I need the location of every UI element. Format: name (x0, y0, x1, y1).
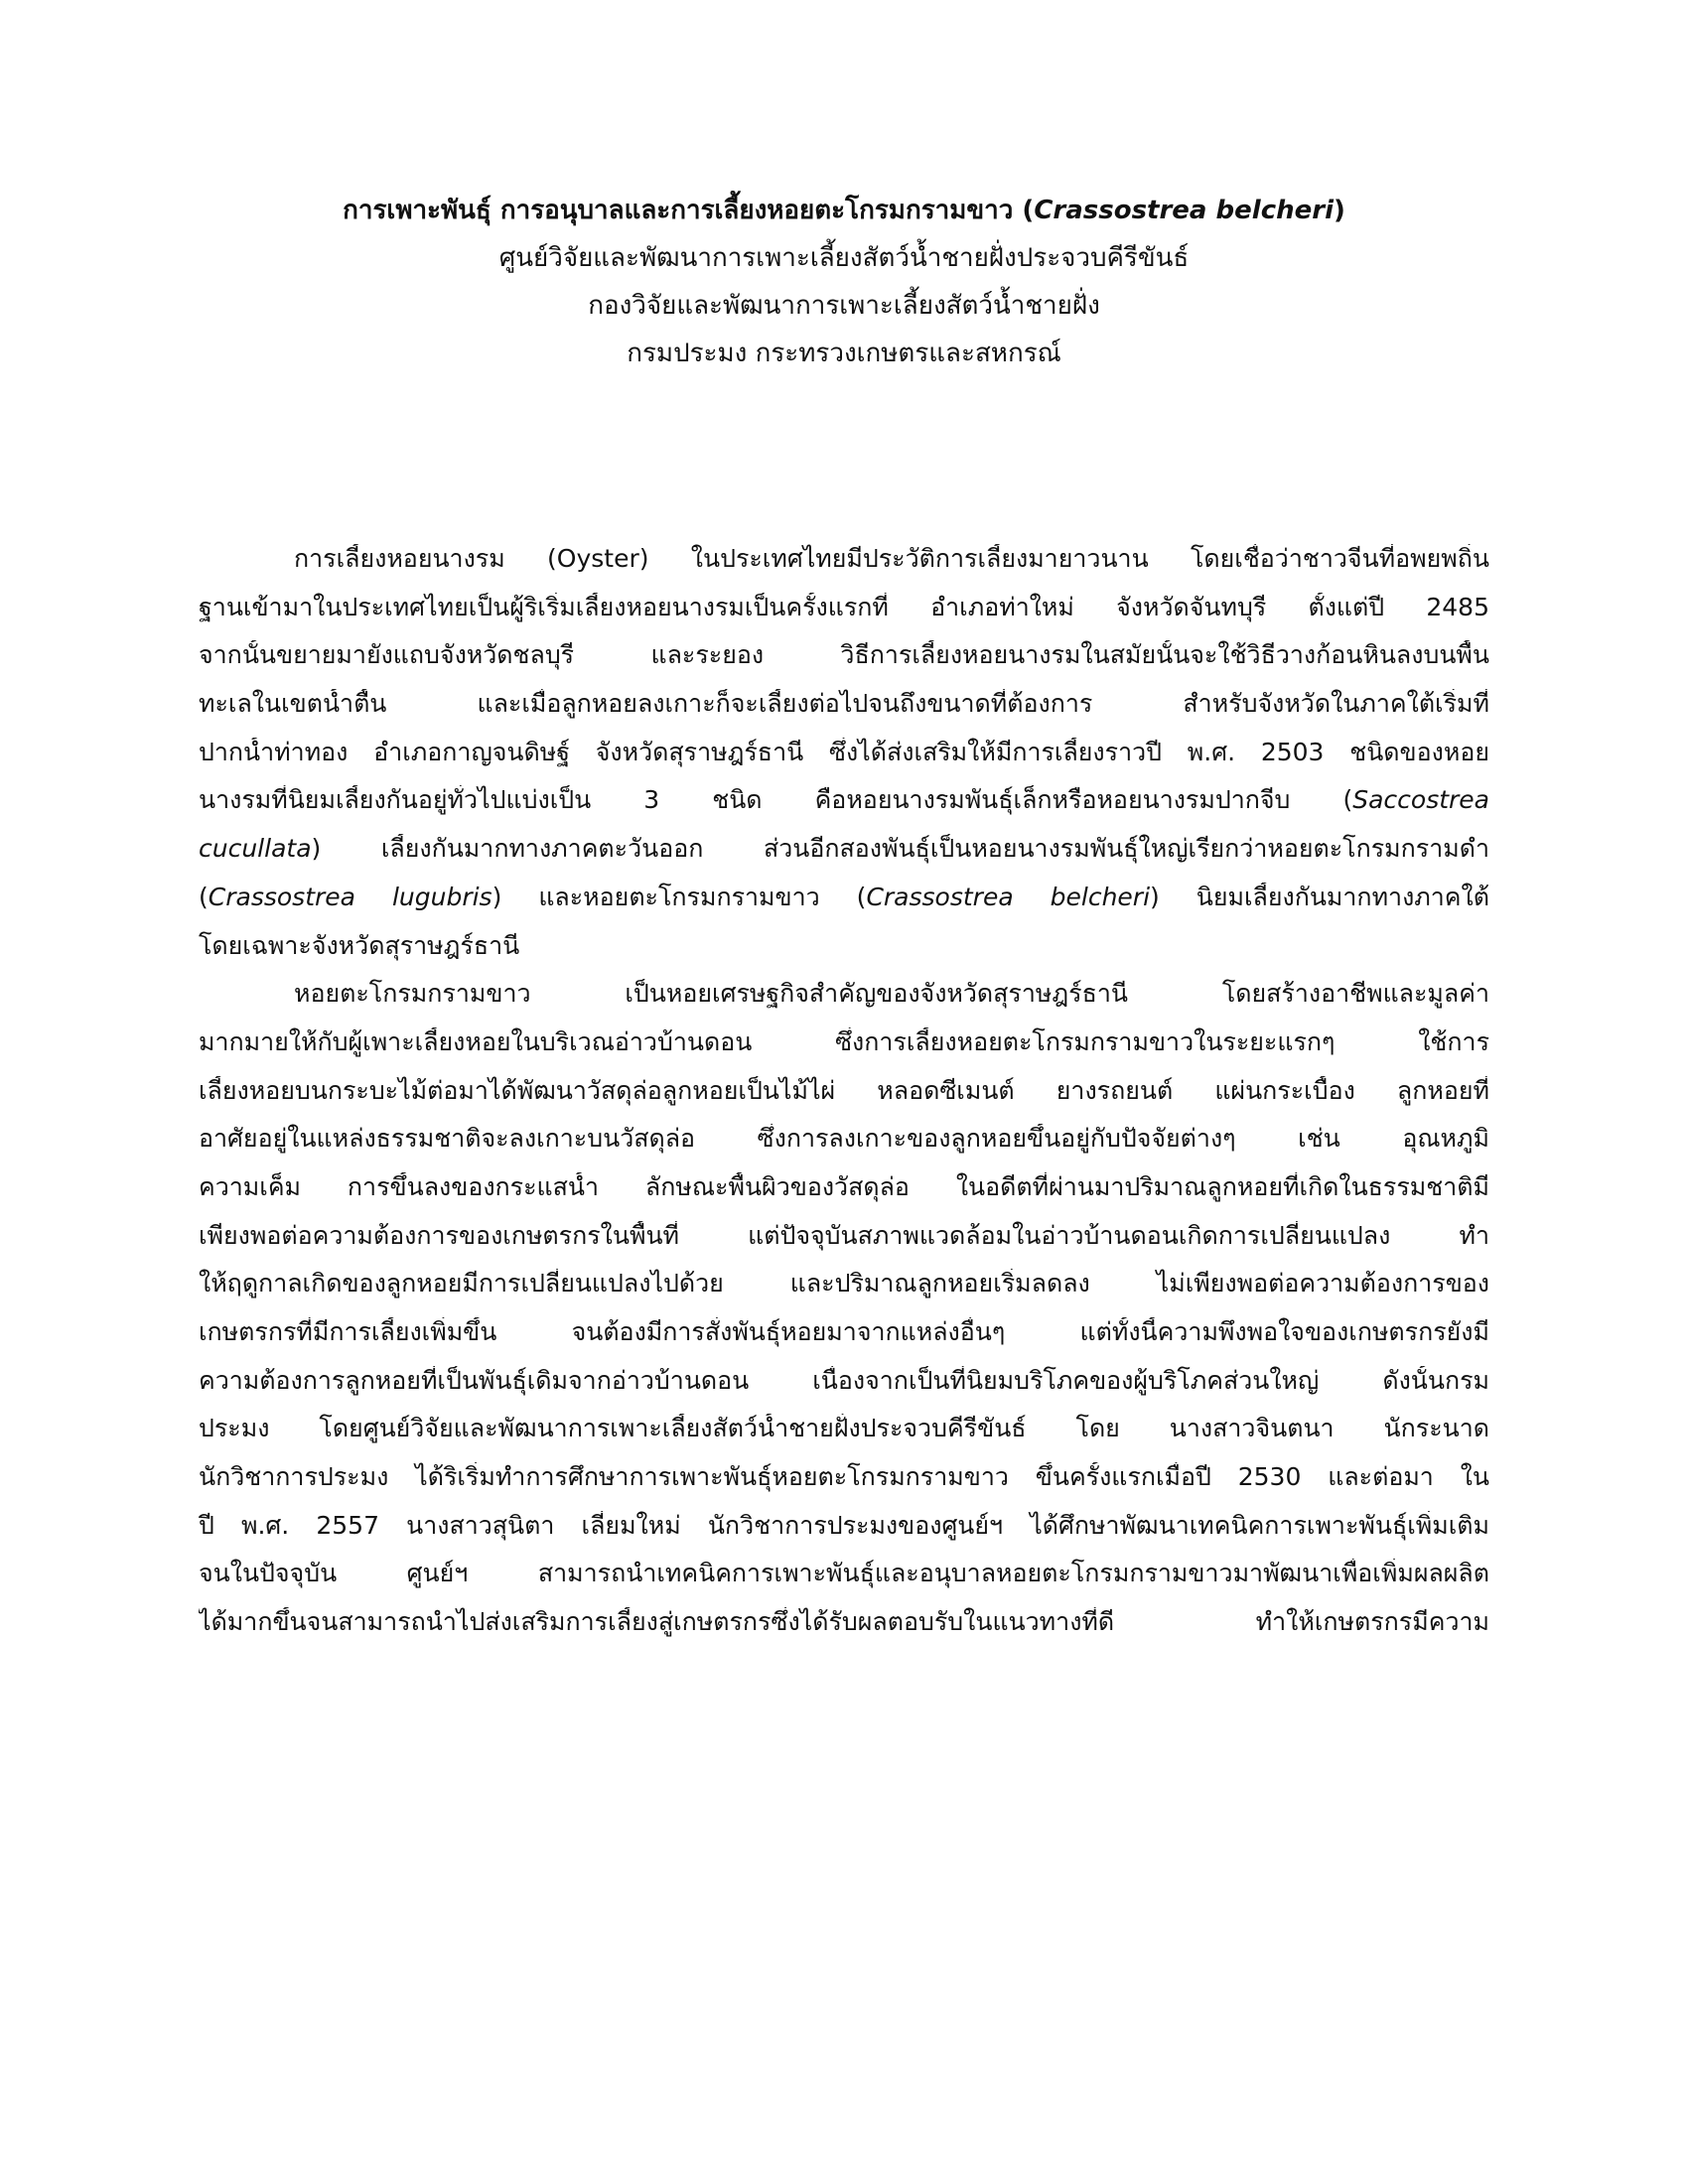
line-8-text: ) และหอยตะโกรมกรามขาว ( (492, 882, 867, 911)
open-paren: ( (199, 882, 209, 911)
paragraph-1-line-1: การเลี้ยงหอยนางรม (Oyster) ในประเทศไทยมีประวัติการเลี้ยงมายาวนาน โดยเชื่อว่าชาวจีนที่อพยพถิ่น (294, 544, 1489, 573)
paragraph-2-line-9: ความต้องการลูกหอยที่เป็นพันธุ์เดิมจากอ่าวบ้านดอน เนื่องจากเป็นที่นิยมบริโภคของผู้บริโภคส่วนใหญ่ ดังนั้นกรม (199, 1365, 1489, 1395)
org-division: กองวิจัยและพัฒนาการเพาะเลี้ยงสัตว์น้ำชายฝั่ง (588, 291, 1100, 321)
paragraph-1-line-5: ปากน้ำท่าทอง อำเภอกาญจนดิษฐ์ จังหวัดสุราษฎร์ธานี ซึ่งได้ส่งเสริมให้มีการเลี้ยงราวปี พ.ศ. 2503 ชนิดของหอย (199, 737, 1489, 766)
org-department: กรมประมง กระทรวงเกษตรและสหกรณ์ (627, 339, 1061, 368)
paragraph-1-line-3: จากนั้นขยายมายังแถบจังหวัดชลบุรี และระยอง วิธีการเลี้ยงหอยนางรมในสมัยนั้นจะใช้วิธีวางก้อนหินลงบนพื้น (199, 640, 1489, 670)
paragraph-2-line-13: จนในปัจจุบัน ศูนย์ฯ สามารถนำเทคนิคการเพาะพันธุ์และอนุบาลหอยตะโกรมกรามขาวมาพัฒนาเพื่อเพิ่มผลผลิต (199, 1559, 1489, 1588)
paragraph-1-line-8 (199, 883, 1489, 931)
paragraph-2-line-11: นักวิชาการประมง ได้ริเริ่มทำการศึกษาการเพาะพันธุ์หอยตะโกรมกรามขาว ขึ้นครั้งแรกเมื่อปี 2530 และต่อมา ใน (199, 1462, 1489, 1492)
paragraph-1-line-9: โดยเฉพาะจังหวัดสุราษฎร์ธานี (199, 930, 520, 960)
body-text (199, 544, 1489, 1656)
title-close-paren: ) (1333, 196, 1345, 225)
title-scientific-name: Crassostrea belcheri (1034, 196, 1334, 225)
paragraph-2-line-14: ได้มากขึ้นจนสามารถนำไปส่งเสริมการเลี้ยงสู่เกษตรกรซึ่งได้รับผลตอบรับในแนวทางที่ดี ทำให้เกษตรกรมีความ (199, 1607, 1489, 1637)
document-title (0, 194, 1688, 227)
scientific-name: Crassostrea belcheri (866, 882, 1151, 911)
scientific-name: cucullata (199, 834, 312, 864)
line-6-text: นางรมที่นิยมเลี้ยงกันอยู่ทั่วไปแบ่งเป็น 3 ชนิด คือหอยนางรมพันธุ์เล็กหรือหอยนางรมปากจีบ ( (199, 785, 1353, 815)
paragraph-2-line-6: เพียงพอต่อความต้องการของเกษตรกรในพื้นที่ แต่ปัจจุบันสภาพแวดล้อมในอ่าวบ้านดอนเกิดการเปลี่ยนแปลง ทำ (199, 1220, 1489, 1250)
paragraph-2-line-10: ประมง โดยศูนย์วิจัยและพัฒนาการเพาะเลี้ยงสัตว์น้ำชายฝั่งประจวบคีรีขันธ์ โดย นางสาวจินตนา นักระนาด (199, 1414, 1489, 1443)
org-center: ศูนย์วิจัยและพัฒนาการเพาะเลี้ยงสัตว์น้ำชายฝั่งประจวบคีรีขันธ์ (498, 243, 1190, 273)
paragraph-2-line-5: ความเค็ม การขึ้นลงของกระแสน้ำ ลักษณะพื้นผิวของวัสดุล่อ ในอดีตที่ผ่านมาปริมาณลูกหอยที่เกิดในธรรมชาติมี (199, 1171, 1489, 1201)
paragraph-2-line-8: เกษตรกรที่มีการเลี้ยงเพิ่มขึ้น จนต้องมีการสั่งพันธุ์หอยมาจากแหล่งอื่นๆ แต่ทั้งนี้ความพึงพอใจของเกษตรกรยังมี (199, 1317, 1489, 1346)
paragraph-2-line-1: หอยตะโกรมกรามขาว เป็นหอยเศรษฐกิจสำคัญของจังหวัดสุราษฎร์ธานี โดยสร้างอาชีพและมูลค่า (294, 979, 1489, 1009)
paragraph-1-line-2: ฐานเข้ามาในประเทศไทยเป็นผู้ริเริ่มเลี้ยงหอยนางรมเป็นครั้งแรกที่ อำเภอท่าใหม่ จังหวัดจันทบุรี ตั้งแต่ปี 2485 (199, 592, 1489, 621)
paragraph-1-line-4: ทะเลในเขตน้ำตื้น และเมื่อลูกหอยลงเกาะก็จะเลี้ยงต่อไปจนถึงขนาดที่ต้องการ สำหรับจังหวัดในภาคใต้เริ่มที่ (199, 689, 1489, 719)
scientific-name: Saccostrea (1352, 785, 1489, 815)
paragraph-2-line-2: มากมายให้กับผู้เพาะเลี้ยงหอยในบริเวณอ่าวบ้านดอน ซึ่งการเลี้ยงหอยตะโกรมกรามขาวในระยะแรกๆ ใช้การ (199, 1026, 1489, 1056)
paragraph-2-line-7: ให้ฤดูกาลเกิดของลูกหอยมีการเปลี่ยนแปลงไปด้วย และปริมาณลูกหอยเริ่มลดลง ไม่เพียงพอต่อความต้องการของ (199, 1269, 1489, 1298)
line-7-text: ) เลี้ยงกันมากทางภาคตะวันออก ส่วนอีกสองพันธุ์เป็นหอยนางรมพันธุ์ใหญ่เรียกว่าหอยตะโกรมกรามดำ (311, 834, 1489, 864)
scientific-name: Crassostrea lugubris (208, 882, 492, 911)
paragraph-2-line-4: อาศัยอยู่ในแหล่งธรรมชาติจะลงเกาะบนวัสดุล่อ ซึ่งการลงเกาะของลูกหอยขึ้นอยู่กับปัจจัยต่างๆ เช่น อุณหภูมิ (199, 1124, 1489, 1154)
title-text: การเพาะพันธุ์ การอนุบาลและการเลี้ยงหอยตะโกรมกรามขาว ( (343, 196, 1035, 225)
paragraph-1-line-6 (199, 785, 1489, 834)
line-8-end-text: ) นิยมเลี้ยงกันมากทางภาคใต้ (1150, 882, 1489, 911)
paragraph-1-line-7 (199, 834, 1489, 883)
paragraph-2-line-12: ปี พ.ศ. 2557 นางสาวสุนิตา เลี่ยมใหม่ นักวิชาการประมงของศูนย์ฯ ได้ศึกษาพัฒนาเทคนิคการเพาะพันธุ์เพิ่มเติม (199, 1510, 1489, 1540)
paragraph-2-line-3: เลี้ยงหอยบนกระบะไม้ต่อมาได้พัฒนาวัสดุล่อลูกหอยเป็นไม้ไผ่ หลอดซีเมนต์ ยางรถยนต์ แผ่นกระเบื้อง ลูกหอยที่ (199, 1075, 1489, 1105)
document-header (0, 194, 1688, 384)
